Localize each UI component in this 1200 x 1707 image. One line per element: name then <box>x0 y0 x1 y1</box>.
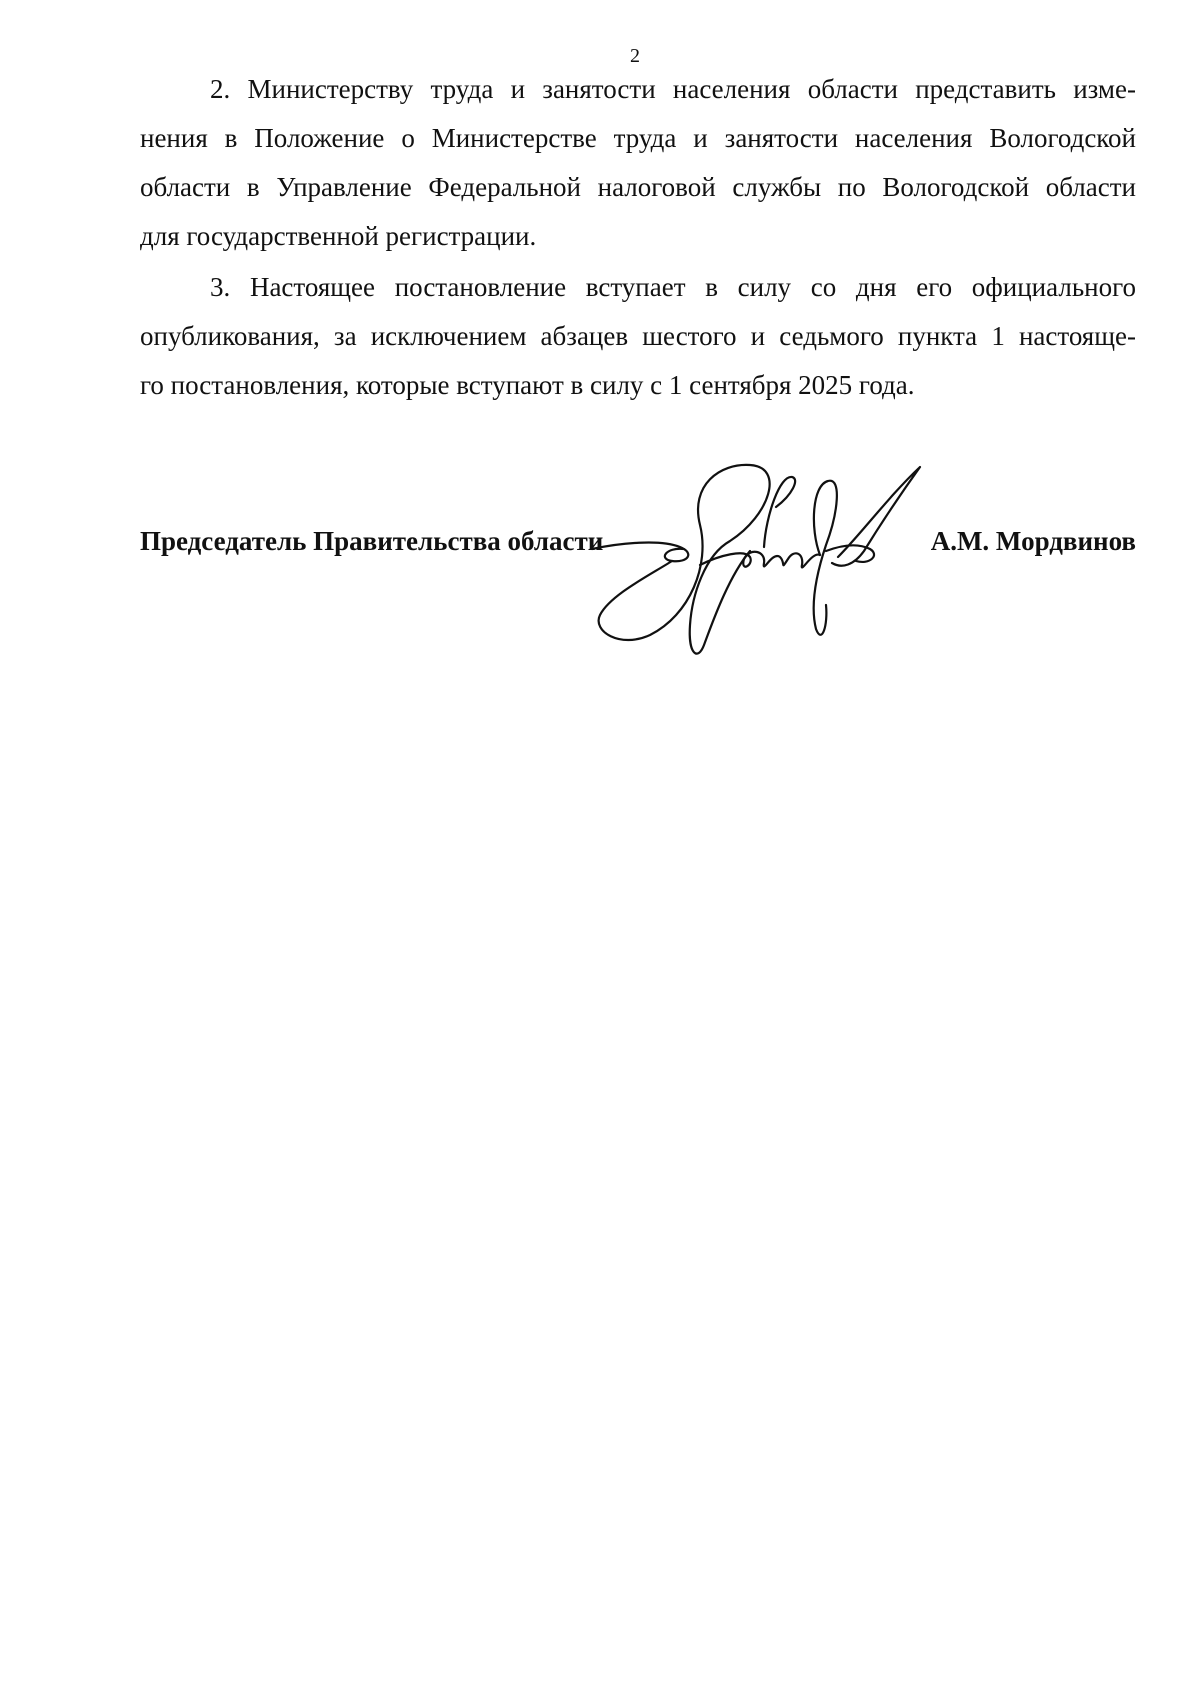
paragraph-line: 2. Министерству труда и занятости населения области представить изме- <box>210 74 1136 104</box>
paragraph-line: для государственной регистрации. <box>140 221 537 251</box>
paragraph-line: опубликования, за исключением абзацев шестого и седьмого пункта 1 настояще- <box>140 321 1136 351</box>
paragraph-line: нения в Положение о Министерстве труда и занятости населения Вологодской <box>140 123 1136 153</box>
signatory-title: Председатель Правительства области <box>140 526 604 556</box>
paragraph-line: го постановления, которые вступают в силу с 1 сентября 2025 года. <box>140 370 915 400</box>
paragraph-line: 3. Настоящее постановление вступает в силу со дня его официального <box>210 272 1136 302</box>
signatory-name: А.М. Мордвинов <box>930 526 1136 556</box>
handwritten-signature <box>580 455 940 665</box>
page-number: 2 <box>630 45 640 67</box>
paragraph-line: области в Управление Федеральной налоговой службы по Вологодской области <box>140 172 1136 202</box>
